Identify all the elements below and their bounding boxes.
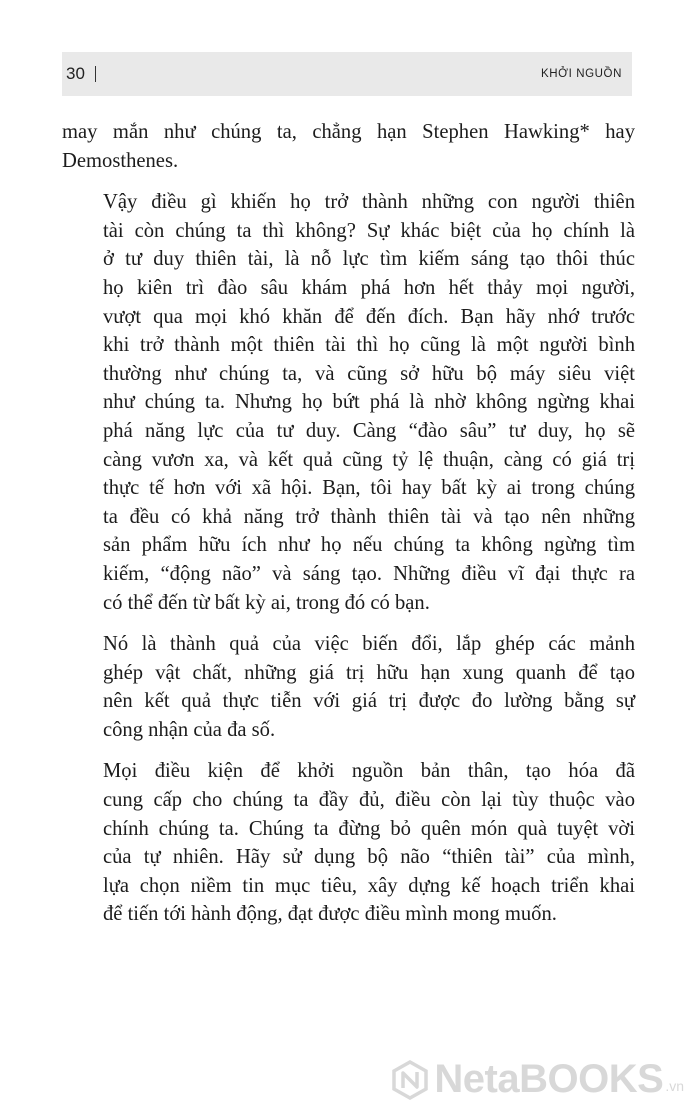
paragraph (62, 630, 635, 744)
text-line: lựa chọn niềm tin mục tiêu, xây dựng kế hoạch triển khai (103, 874, 635, 897)
header-separator (95, 66, 97, 82)
watermark (390, 1057, 684, 1102)
text-line: phá năng lực của tư duy. Càng “đào sâu” tư duy, họ sẽ (103, 419, 635, 442)
watermark-suffix: .vn (665, 1078, 684, 1094)
text-line: Nó là thành quả của việc biến đổi, lắp ghép các mảnh (103, 633, 635, 656)
text-line: may mắn như chúng ta, chẳng hạn Stephen Hawking* hay (62, 121, 635, 143)
paragraph (62, 118, 635, 175)
text-line: kiếm, “động não” và sáng tạo. Những điều vĩ đại thực ra (103, 562, 635, 585)
text-line: công nhận của đa số. (103, 718, 276, 741)
running-header (62, 52, 632, 96)
text-line: có thể đến từ bất kỳ ai, trong đó có bạn. (103, 591, 430, 614)
text-line: chính chúng ta. Chúng ta đừng bỏ quên món quà tuyệt vời (103, 817, 635, 840)
text-line: tài còn chúng ta thì không? Sự khác biệt của họ chính là (103, 219, 635, 242)
text-line: Vậy điều gì khiến họ trở thành những con người thiên (103, 191, 635, 214)
paragraph (62, 188, 635, 617)
text-line: Mọi điều kiện để khởi nguồn bản thân, tạo hóa đã (103, 760, 635, 783)
text-line: họ kiên trì đào sâu khám phá hơn hết thảy mọi người, (103, 276, 635, 299)
text-line: thực tế hơn với xã hội. Bạn, tôi hay bất kỳ ai trong chúng (103, 477, 635, 500)
body-text (62, 118, 635, 929)
text-line: thường như chúng ta, và cũng sở hữu bộ máy siêu việt (103, 362, 635, 385)
text-line: ghép vật chất, những giá trị hữu hạn xung quanh để tạo (103, 661, 635, 684)
text-line: cung cấp cho chúng ta đầy đủ, điều còn lại tùy thuộc vào (103, 789, 635, 812)
text-line: của tự nhiên. Hãy sử dụng bộ não “thiên tài” của mình, (103, 846, 635, 869)
page-number: 30 (66, 64, 96, 84)
text-line: ta đều có khả năng trở thành thiên tài và tạo nên những (103, 505, 635, 528)
text-line: càng vươn xa, và kết quả cũng tỷ lệ thuận, càng có giá trị (103, 448, 635, 471)
text-line: ở tư duy thiên tài, là nỗ lực tìm kiếm sáng tạo thôi thúc (103, 248, 635, 271)
text-line: như chúng ta. Nhưng họ bứt phá là nhờ không ngừng khai (103, 391, 635, 414)
text-line: khi trở thành một thiên tài thì họ cũng là một người bình (103, 334, 635, 357)
text-line: nên kết quả thực tiễn với giá trị được đo lường bằng sự (103, 690, 635, 713)
text-line: Demosthenes. (62, 149, 179, 172)
paragraph (62, 757, 635, 929)
text-line: để tiến tới hành động, đạt được điều mình mong muốn. (103, 903, 557, 926)
text-line: vượt qua mọi khó khăn để đến đích. Bạn hãy nhớ trước (103, 305, 635, 328)
text-line: sản phẩm hữu ích như họ nếu chúng ta không ngừng tìm (103, 534, 635, 557)
running-title: KHỞI NGUỒN (540, 68, 622, 80)
netabooks-logo-icon (390, 1060, 430, 1100)
watermark-brand: NetaBOOKS (434, 1057, 664, 1101)
